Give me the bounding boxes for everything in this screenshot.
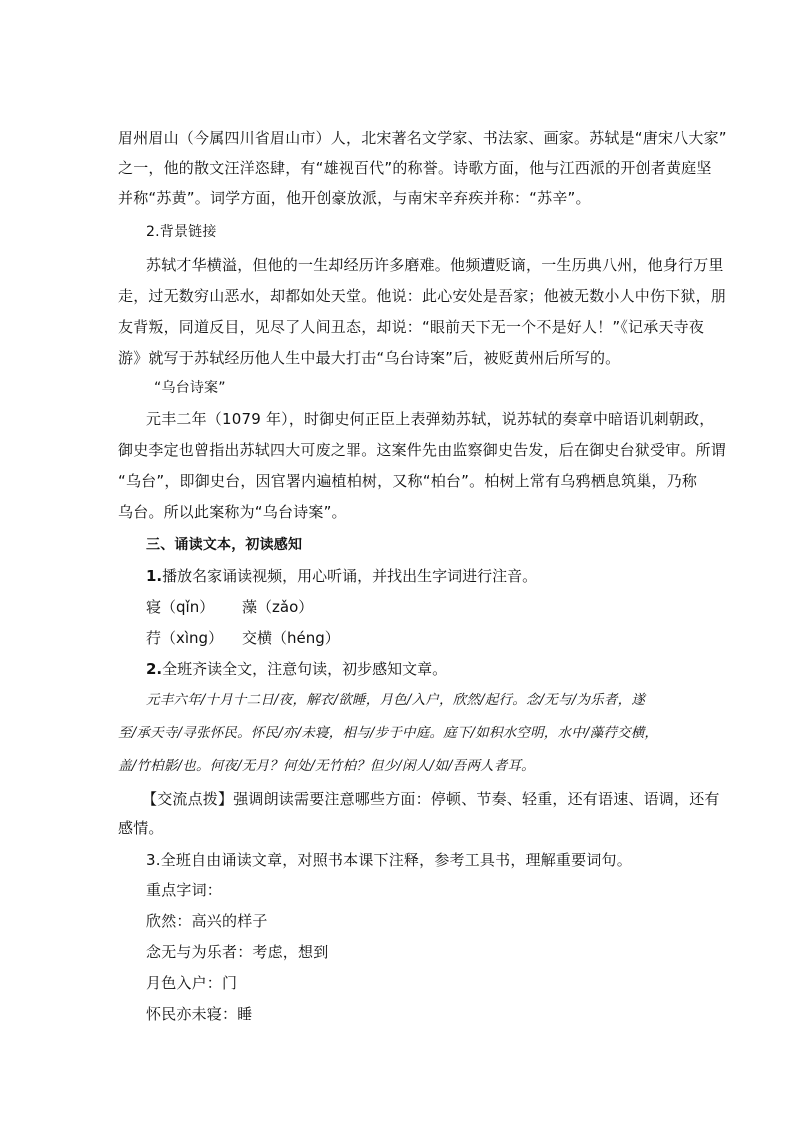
background-line-2: 走，过无数穷山恶水，却都如处天堂。他说：此心安处是吾家；他被无数小人中伤下狱，朋 (118, 287, 727, 305)
classic-text-line-1: 元丰六年/十月十二日/夜，解衣/欲睡，月色/入户，欣然/起行。念/无与/为乐者，遂 (146, 692, 646, 708)
step-1-number: 1. (146, 567, 163, 585)
background-line-3: 友背叛，同道反目，见尽了人间丑态，却说：“眼前天下无一个不是好人！”《记承天寺夜 (118, 318, 705, 336)
step-1 (146, 566, 537, 586)
word-zao: 藻（zǎo） (242, 598, 314, 616)
classic-text-line-3: 盖/竹柏影/也。何夜/无月？何处/无竹柏？但少/闲人/如/吾两人者耳。 (118, 758, 535, 774)
background-line-1: 苏轼才华横溢，但他的一生却经历许多磨难。他频遭贬谪，一生历典八州，他身行万里 (146, 256, 724, 274)
wutai-line-4: 乌台。所以此案称为“乌台诗案”。 (118, 503, 347, 521)
key-word-item: 念无与为乐者：考虑，想到 (146, 943, 329, 961)
tip-line-2: 感情。 (118, 819, 164, 837)
word-xing: 荇（xìng） (146, 629, 224, 647)
word-jiaoheng: 交横（héng） (242, 629, 340, 647)
wutai-line-2: 御史李定也曾指出苏轼四大可废之罪。这案件先由监察御史告发，后在御史台狱受审。所谓 (118, 441, 727, 459)
wutai-line-3: “乌台”，即御史台，因官署内遍植柏树，又称“柏台”。柏树上常有乌鸦栖息筑巢，乃称 (118, 472, 698, 490)
classic-text-line-2: 至/承天寺/寻张怀民。怀民/亦/未寝，相与/步于中庭。庭下/如积水空明，水中/藻荇交横， (118, 725, 659, 741)
step-2-text: 全班齐读全文，注意句读，初步感知文章。 (162, 660, 448, 678)
intro-line-1: 眉州眉山（今属四川省眉山市）人，北宋著名文学家、书法家、画家。苏轼是“唐宋八大家” (118, 129, 727, 147)
step-2 (146, 659, 447, 679)
background-heading: 2.背景链接 (146, 224, 217, 240)
tip-line-1: 【交流点拨】强调朗读需要注意哪些方面：停顿、节奏、轻重，还有语速、语调，还有 (142, 790, 720, 808)
key-words-label: 重点字词： (146, 881, 223, 899)
wutai-title: “乌台诗案” (154, 380, 226, 396)
key-word-item: 月色入户：门 (146, 974, 238, 992)
word-qin: 寝（qǐn） (146, 598, 215, 616)
background-line-4: 游》就写于苏轼经历他人生中最大打击“乌台诗案”后，被贬黄州后所写的。 (118, 349, 621, 367)
step-1-text: 播放名家诵读视频，用心听诵，并找出生字词进行注音。 (162, 567, 538, 585)
step-2-number: 2. (146, 660, 163, 678)
key-word-item: 怀民亦未寝：睡 (146, 1005, 253, 1023)
key-word-item: 欣然：高兴的样子 (146, 912, 268, 930)
intro-line-2: 之一，他的散文汪洋恣肆，有“雄视百代”的称誉。诗歌方面，他与江西派的开创者黄庭坚 (118, 159, 712, 177)
section-3-heading: 三、诵读文本，初读感知 (146, 537, 303, 553)
step-3: 3.全班自由诵读文章，对照书本课下注释，参考工具书，理解重要词句。 (146, 851, 632, 869)
intro-line-3: 并称“苏黄”。词学方面，他开创豪放派，与南宋辛弃疾并称：“苏辛”。 (118, 189, 591, 207)
wutai-line-1: 元丰二年（1079 年），时御史何正臣上表弹劾苏轼，说苏轼的奏章中暗语讥刺朝政， (146, 410, 715, 428)
